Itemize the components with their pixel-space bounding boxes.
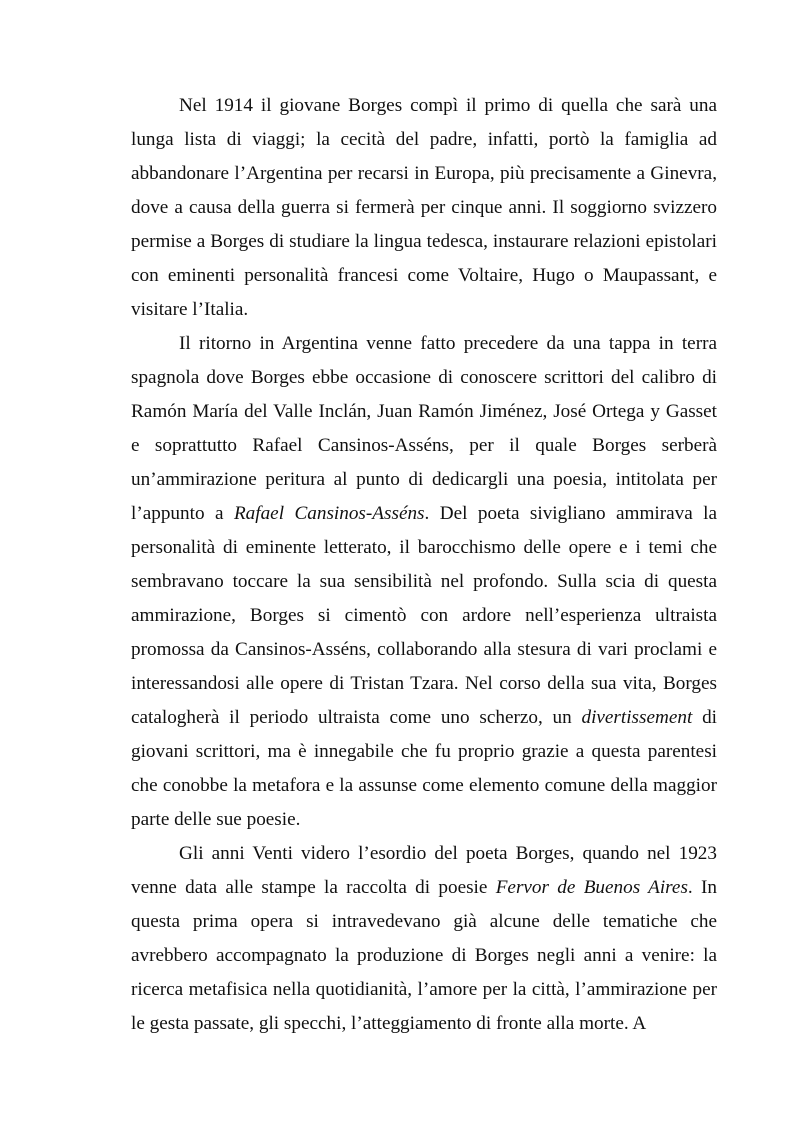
paragraph-3 xyxy=(131,837,717,1041)
document-page xyxy=(131,89,717,1041)
paragraph-text: Nel 1914 il giovane Borges compì il primo di quella che sarà una lunga lista di viaggi; la cecità del padre, infatti, portò la famiglia ad abbandonare l’Argentina per recarsi in Europa, più precisamente a Ginevra, dove a causa della guerra si fermerà per cinque anni. Il soggiorno svizzero permise a Borges di studiare la lingua tedesca, instaurare relazioni epistolari con eminenti personalità francesi come Voltaire, Hugo o Maupassant, e visitare l’Italia. xyxy=(131,95,717,320)
paragraph-2 xyxy=(131,327,717,837)
paragraph-text: . Del poeta sivigliano ammirava la personalità di eminente letterato, il barocchismo delle opere e i temi che sembravano toccare la sua sensibilità nel profondo. Sulla scia di questa ammirazione, Borges si cimentò con ardore nell’esperienza ultraista promossa da Cansinos-Asséns, collaborando alla stesura di vari proclami e interessandosi alle opere di Tristan Tzara. Nel corso della sua vita, Borges catalogherà il periodo ultraista come uno scherzo, un xyxy=(131,503,718,728)
paragraph-1 xyxy=(131,89,717,327)
foreign-term-italic: divertissement xyxy=(581,707,693,728)
poem-title-italic: Rafael Cansinos-Asséns xyxy=(233,503,425,524)
paragraph-text: di giovani scrittori, ma è innegabile che fu proprio grazie a questa parentesi che conobbe la metafora e la assunse come elemento comune della maggior parte delle sue poesie. xyxy=(131,707,717,830)
paragraph-text: Gli anni Venti videro l’esordio del poeta Borges, quando nel 1923 venne data alle stampe la raccolta di poesie xyxy=(131,843,717,898)
paragraph-text: . In questa prima opera si intravedevano già alcune delle tematiche che avrebbero accompagnato la produzione di Borges negli anni a venire: la ricerca metafisica nella quotidianità, l’amore per la città, l’ammirazione per le gesta passate, gli specchi, l’atteggiamento di fronte alla morte. A xyxy=(131,877,717,1034)
paragraph-text: Il ritorno in Argentina venne fatto precedere da una tappa in terra spagnola dove Borges ebbe occasione di conoscere scrittori del calibro di Ramón María del Valle Inclán, Juan Ramón Jiménez, José Ortega y Gasset e soprattutto Rafael Cansinos-Asséns, per il quale Borges serberà un’ammirazione peritura al punto di dedicargli una poesia, intitolata per l’appunto a xyxy=(131,333,717,524)
book-title-italic: Fervor de Buenos Aires xyxy=(495,877,688,898)
